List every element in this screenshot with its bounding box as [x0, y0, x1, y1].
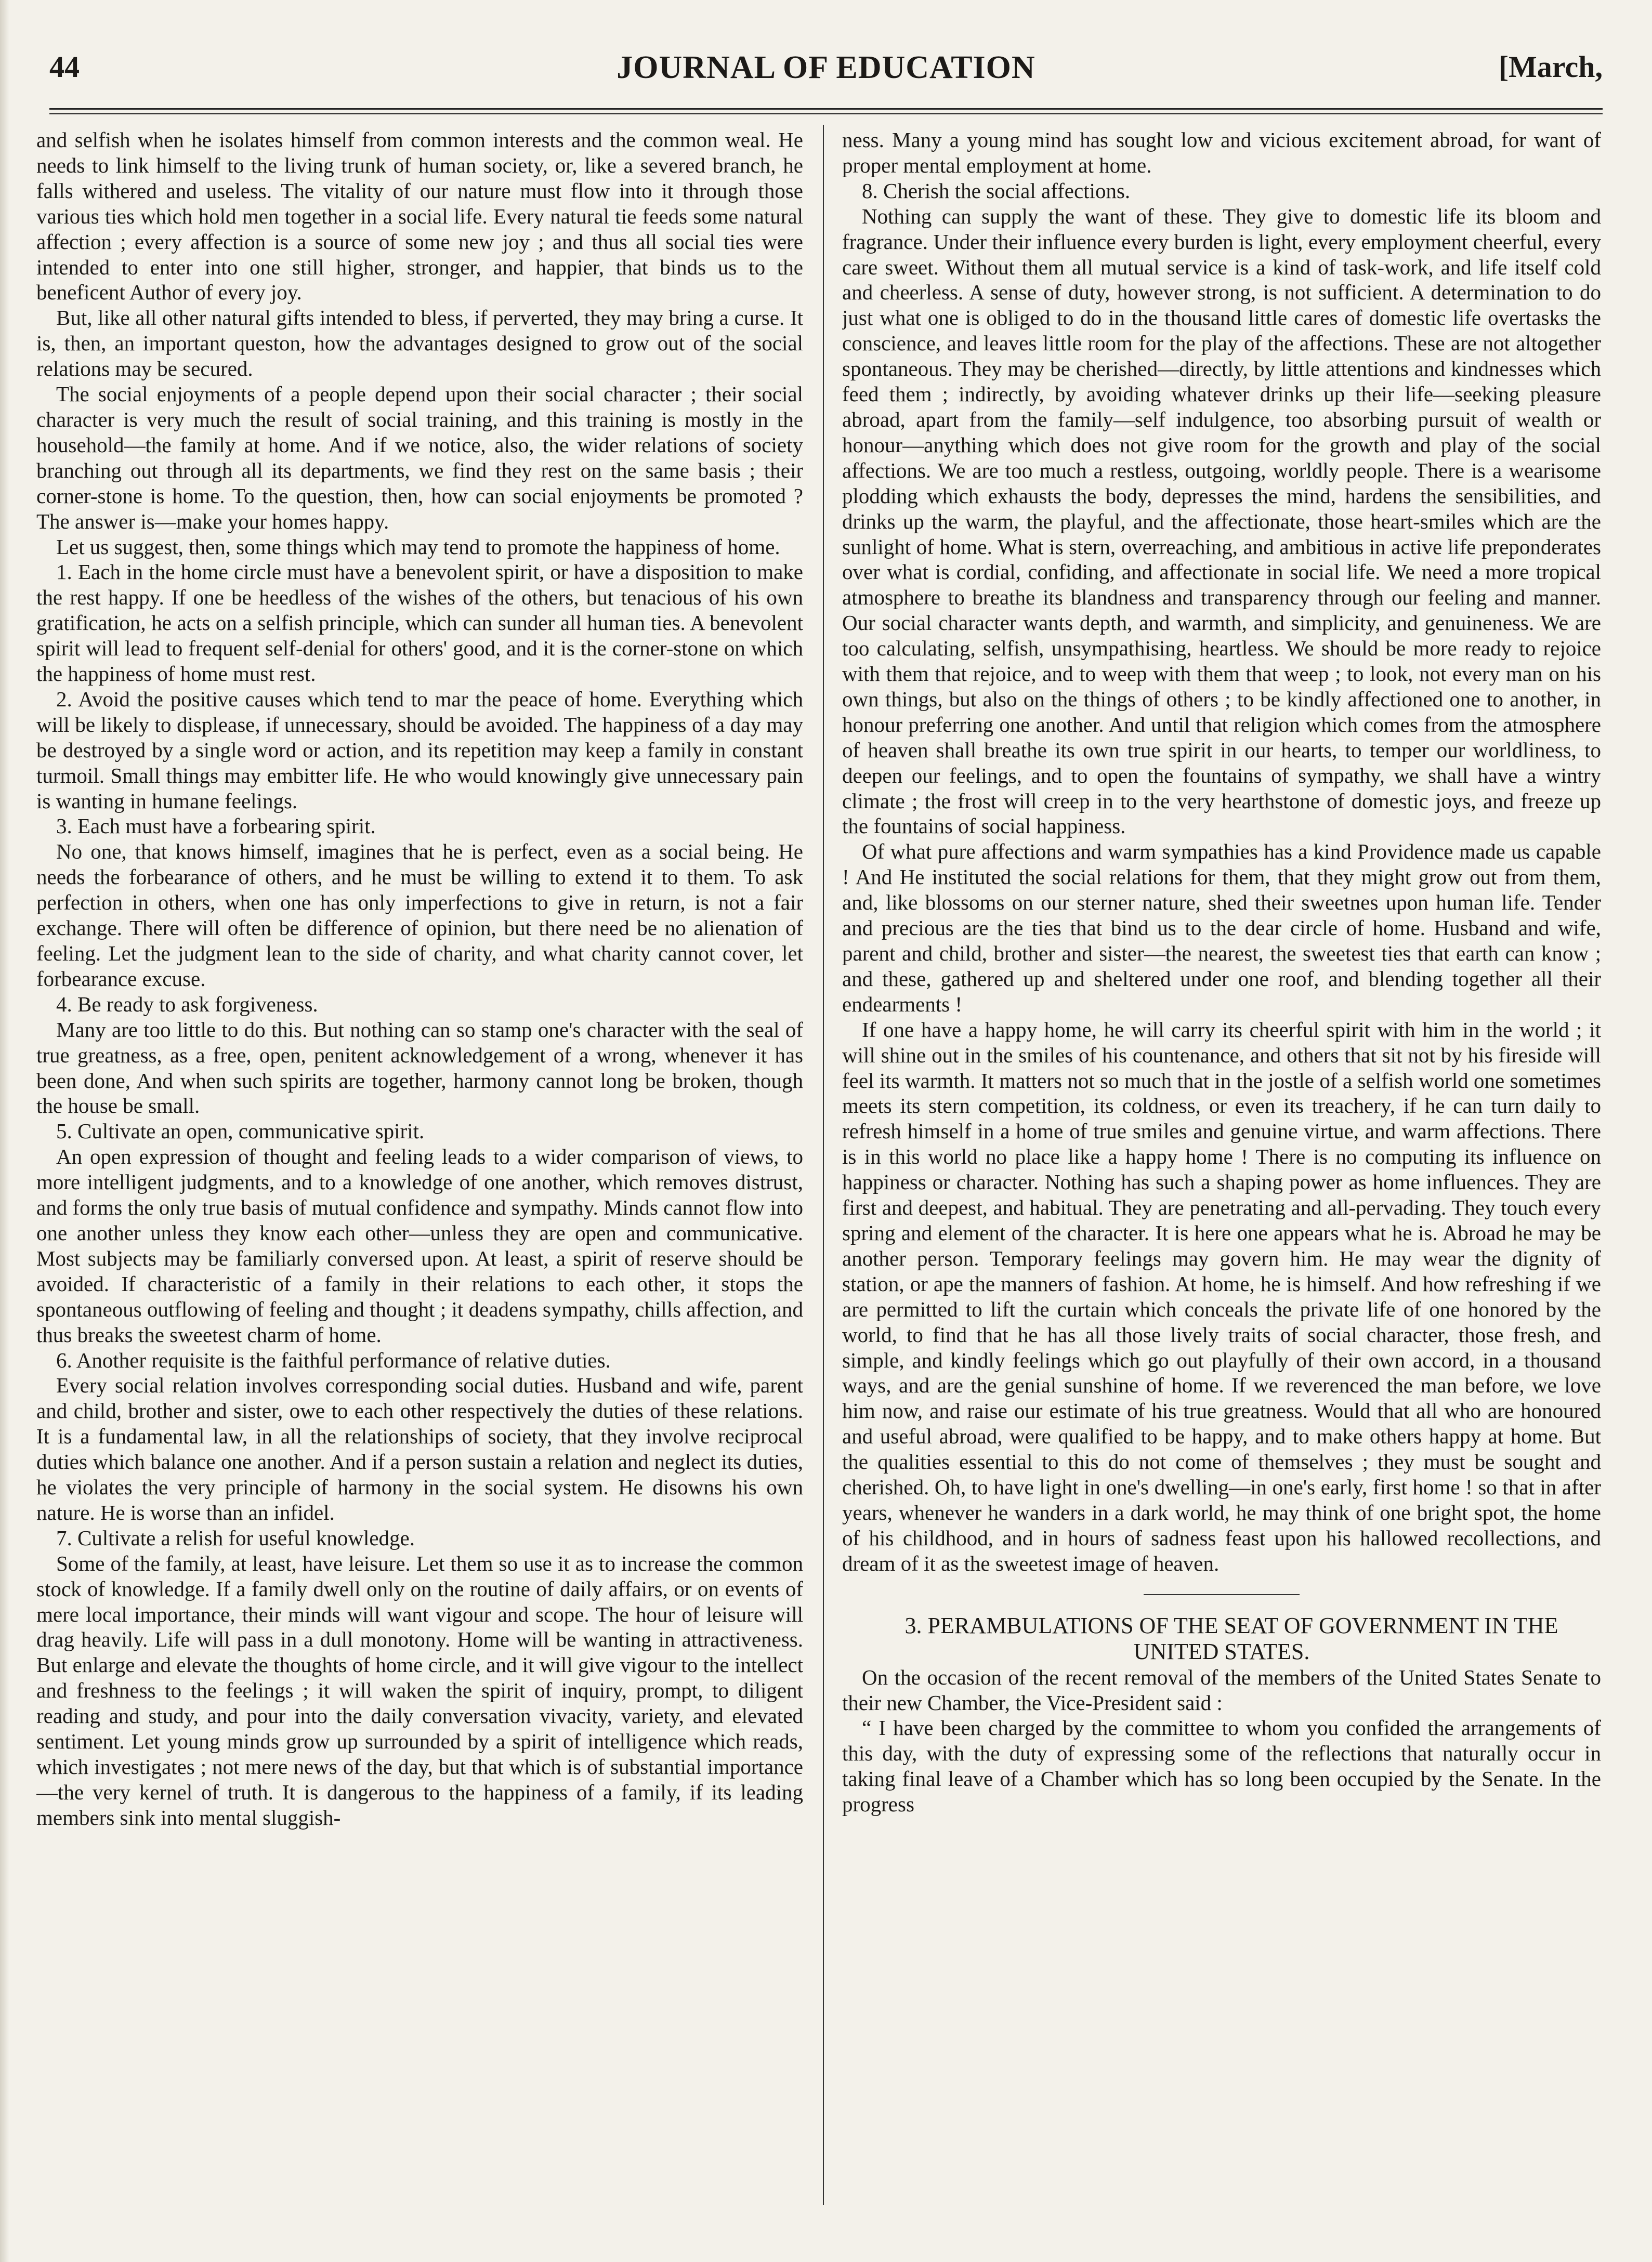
paragraph: Of what pure affections and warm sympathies has a kind Providence made us capable ! And He instituted the social relations for them, that they might grow out from them, and, like blossoms on our sterner nature, shed their sweetnes upon human life. Tender and precious are the ties that bind us to the dear circle of home. Husband and wife, parent and child, brother and sister—the nearest, the sweetest ties that earth can know ; and these, gathered up and sheltered under one roof, and blending together all their endearments ! — [842, 839, 1601, 1016]
paragraph: 7. Cultivate a relish for useful knowledge. — [56, 1525, 415, 1550]
issue-label: [March, — [1498, 50, 1603, 84]
right-column — [842, 127, 1601, 2231]
paragraph: “ I have been charged by the committee to whom you confided the arrangements of this day, with the duty of expressing some of the reflections that naturally occur in taking final leave of a Chamber which has so long been occupied by the Senate. In the progress — [842, 1716, 1601, 1817]
paragraph: 2. Avoid the positive causes which tend to mar the peace of home. Everything which will be likely to displease, if unnecessary, should be avoided. The happiness of a day may be destroyed by a single word or action, and its repetition may keep a family in constant turmoil. Small things may embitter life. He who would knowingly give unnecessary pain is wanting in humane feelings. — [36, 687, 803, 813]
page-number: 44 — [49, 50, 80, 84]
paragraph: 1. Each in the home circle must have a benevolent spirit, or have a disposition to make the rest happy. If one be heedless of the wishes of the others, but tenacious of his own gratification, he acts on a selfish principle, which can sunder all human ties. A benevolent spirit will lead to frequent self-denial for others' good, and it is the corner-stone on which the happiness of home must rest. — [36, 560, 803, 686]
paragraph: 8. Cherish the social affections. — [862, 178, 1131, 203]
running-title: JOURNAL OF EDUCATION — [617, 50, 1035, 85]
binding-edge — [0, 0, 9, 2262]
paragraph: An open expression of thought and feeling leads to a wider comparison of views, to more intelligent judgments, and to a knowledge of one another, which removes distrust, and forms the only true basis of mutual confidence and sympathy. Minds cannot flow into one another unless they know each other—unless they are open and communicative. Most subjects may be familiarly conversed upon. At least, a spirit of reserve should be avoided. If characteristic of a family in their relations to each other, it stops the spontaneous outflowing of feeling and thought ; it deadens sympathy, chills affection, and thus breaks the sweetest charm of home. — [36, 1145, 803, 1347]
section-divider — [1144, 1594, 1300, 1595]
paragraph: 6. Another requisite is the faithful performance of relative duties. — [56, 1348, 611, 1372]
paragraph: No one, that knows himself, imagines that he is perfect, even as a social being. He needs the forbearance of others, and he must be willing to extend it to them. To ask perfection in others, when one has only imperfections to give in return, is not a fair exchange. There will often be difference of opinion, but there need be no alienation of feeling. Let the judgment lean to the side of charity, and what charity cannot cover, let forbearance excuse. — [36, 839, 803, 991]
left-column — [36, 127, 803, 2231]
paragraph: If one have a happy home, he will carry its cheerful spirit with him in the world ; it will shine out in the smiles of his countenance, and others that sit not by his fireside will feel its warmth. It matters not so much that in the jostle of a selfish world one sometimes meets its stern competition, its coldness, or even its treachery, if he can turn daily to refresh himself in a home of true smiles and genuine virtue, and warm affections. There is in this world no place like a happy home ! There is no computing its influence on happiness or character. Nothing has such a shaping power as home influences. They are first and deepest, and habitual. They are penetrating and all-pervading. They touch every spring and element of the character. It is here one appears what he is. Abroad he may be another person. Temporary feelings may govern him. He may wear the dignity of station, or ape the manners of fashion. At home, he is himself. And how refreshing if we are permitted to lift the curtain which conceals the private life of one honored by the world, to find that he has all those lively traits of social character, those fresh, and simple, and kindly feelings which go out playfully of their own accord, in a thousand ways, and are the genial sunshine of home. If we reverenced the man before, we love him now, and raise our estimate of his true greatness. Would that all who are honoured and useful abroad, were qualified to be happy, and to make others happy at home. But the qualities essential to this do not come of themselves ; they must be sought and cherished. Oh, to have light in one's dwelling—in one's early, first home ! so that in after years, whenever he wanders in a dark world, he may think of one bright spot, the home of his childhood, and in hours of sadness feast upon his hallowed recollections, and dream of it as the sweetest image of heaven. — [842, 1017, 1601, 1575]
header-rule-thin — [49, 113, 1603, 114]
paragraph: 4. Be ready to ask forgiveness. — [56, 992, 318, 1016]
paragraph: Nothing can supply the want of these. They give to domestic life its bloom and fragrance. Under their influence every burden is light, every employment cheerful, every care sweet. Without them all mutual service is a kind of task-work, and life itself cold and cheerless. A sense of duty, however strong, is not sufficient. A determination to do just what one is obliged to do in the thousand little cares of domestic life overtasks the conscience, and leaves little room for the play of the affections. These are not altogether spontaneous. They may be cherished—directly, by little attentions and kindnesses which feed them ; indirectly, by avoiding whatever drinks up their life—seeking pleasure abroad, apart from the family—self indulgence, too absorbing pursuit of wealth or honour—anything which does not give room for the growth and play of the social affections. We are too much a restless, outgoing, worldly people. There is a wearisome plodding which exhausts the body, depresses the mind, hardens the sensibilities, and drinks up the warm, the playful, and the affectionate, those heart-smiles which are the sunlight of home. What is stern, overreaching, and ambitious in active life preponderates over what is cordial, confiding, and affectionate in social life. We need a more tropical atmosphere to breathe its blandness and transparency through our feeling and manner. Our social character wants depth, and warmth, and simplicity, and genuineness. We are too calculating, selfish, unsympathising, heartless. We should be more ready to rejoice with them that rejoice, and to weep with them that weep ; to look, not every man on his own things, but also on the things of others ; to be kindly affectioned one to another, in honour preferring one another. And until that religion which comes from the atmosphere of heaven shall breathe its own true spirit in our hearts, to temper our worldliness, to deepen our feelings, and to open the fountains of sympathy, we shall have a wintry climate ; the frost will creep in to the very hearthstone of domestic joys, and freeze up the fountains of social happiness. — [842, 204, 1601, 838]
paragraph: The social enjoyments of a people depend upon their social character ; their social character is very much the result of social training, and this training is mostly in the household—the family at home. And if we notice, also, the wider relations of society branching out through all its departments, we find they rest on the same basis ; their corner-stone is home. To the question, then, how can social enjoyments be promoted ? The answer is—make your homes happy. — [36, 382, 803, 533]
paragraph: On the occasion of the recent removal of the members of the United States Senate to their new Chamber, the Vice-President said : — [842, 1665, 1601, 1715]
paragraph: Some of the family, at least, have leisure. Let them so use it as to increase the common stock of knowledge. If a family dwell only on the routine of daily affairs, or on events of mere local importance, their minds will want vigour and scope. The hour of leisure will drag heavily. Life will pass in a dull monotony. Home will be wanting in attractiveness. But enlarge and elevate the thoughts of home circle, and it will give vigour to the intellect and freshness to the feelings ; it will waken the spirit of inquiry, prompt, to diligent reading and study, and pour into the daily conversation vivacity, variety, and elevated sentiment. Let young minds grow up surrounded by a spirit of intelligence which reads, which investigates ; not mere news of the day, but that which is of substantial importance—the very kernel of truth. It is dangerous to the happiness of a family, if its leading members sink into mental sluggish- — [36, 1551, 803, 1830]
page-header — [49, 49, 1603, 101]
paragraph: 5. Cultivate an open, communicative spirit. — [56, 1119, 425, 1143]
section-title: 3. PERAMBULATIONS OF THE SEAT OF GOVERNMENT IN THE UNITED STATES. — [904, 1612, 1558, 1664]
paragraph: Let us suggest, then, some things which may tend to promote the happiness of home. — [56, 534, 780, 559]
header-rule — [49, 108, 1603, 110]
continued-paragraph: ness. Many a young mind has sought low and vicious excitement abroad, for want of proper mental employment at home. — [842, 128, 1601, 177]
continued-paragraph: and selfish when he isolates himself from common interests and the common weal. He needs to link himself to the living trunk of human society, or, like a severed branch, he falls withered and useless. The vitality of our nature must flow into it through those various ties which hold men together in a social life. Every natural tie feeds some natural affection ; every affection is a source of some new joy ; and thus all social ties were intended to enter into one still higher, stronger, and happier, that binds us to the beneficent Author of every joy. — [36, 128, 803, 305]
paragraph: But, like all other natural gifts intended to bless, if perverted, they may bring a curse. It is, then, an important queston, how the advantages designed to grow out of the social relations may be secured. — [36, 306, 803, 381]
paragraph: 3. Each must have a forbearing spirit. — [56, 814, 376, 838]
paragraph: Every social relation involves corresponding social duties. Husband and wife, parent and child, brother and sister, owe to each other respectively the duties of these relations. It is a fundamental law, in all the relationships of society, that they involve reciprocal duties which balance one another. And if a person sustain a relation and neglect its duties, he violates the very principle of harmony in the social system. He disowns his own nature. He is worse than an infidel. — [36, 1373, 803, 1524]
column-divider — [823, 125, 824, 2205]
paragraph: Many are too little to do this. But nothing can so stamp one's character with the seal of true greatness, as a free, open, penitent acknowledgement of a wrong, whenever it has been done, And when such spirits are together, harmony cannot long be broken, though the house be small. — [36, 1017, 803, 1118]
